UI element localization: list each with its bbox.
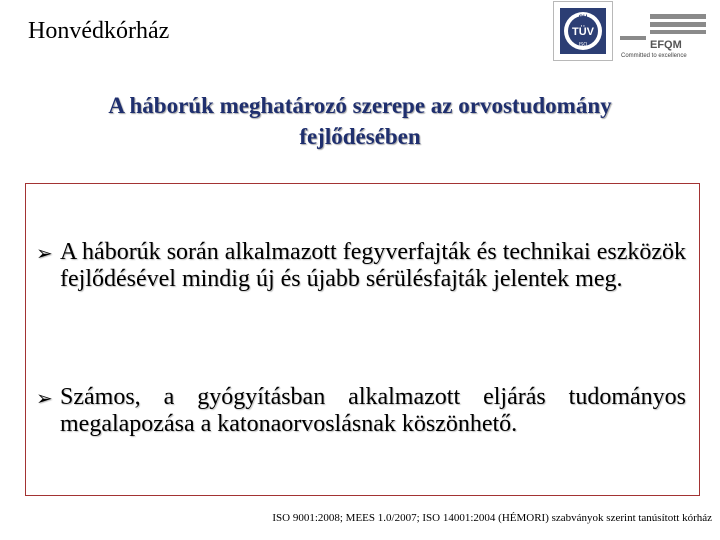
- efqm-tagline: Committed to excellence: [621, 53, 687, 59]
- tuv-certification-logo: [553, 1, 613, 61]
- tuv-main-text: TÜV: [572, 26, 594, 38]
- organization-name: Honvédkórház: [28, 18, 170, 44]
- slide-title: [30, 90, 690, 152]
- slide-title-line2: fejlődésében: [299, 124, 421, 150]
- tuv-arc-text: CH: [578, 15, 588, 21]
- tuv-sub-text: ISO: [578, 42, 588, 48]
- efqm-logo: [620, 12, 712, 60]
- footer-certification-text: ISO 9001:2008; MEES 1.0/2007; ISO 14001:2004 (HÉMORI) szabványok szerint tanúsított kórház: [272, 512, 712, 524]
- bullet-text: A háborúk során alkalmazott fegyverfajták és technikai eszközök fejlődésével mindig új és újabb sérülésfajták jelentek meg.: [60, 239, 686, 292]
- efqm-main-text: EFQM: [650, 39, 682, 51]
- arrow-bullet-icon: ➢: [36, 243, 53, 265]
- content-box: [25, 183, 700, 496]
- arrow-bullet-icon: ➢: [36, 388, 53, 410]
- bullet-item: [36, 239, 686, 293]
- slide-title-line1: A háborúk meghatározó szerepe az orvostudomány: [108, 93, 612, 118]
- bullet-item: [36, 384, 686, 438]
- bullet-text: Számos, a gyógyításban alkalmazott eljárás tudományos megalapozása a katonaorvoslásnak köszönhető.: [60, 384, 686, 437]
